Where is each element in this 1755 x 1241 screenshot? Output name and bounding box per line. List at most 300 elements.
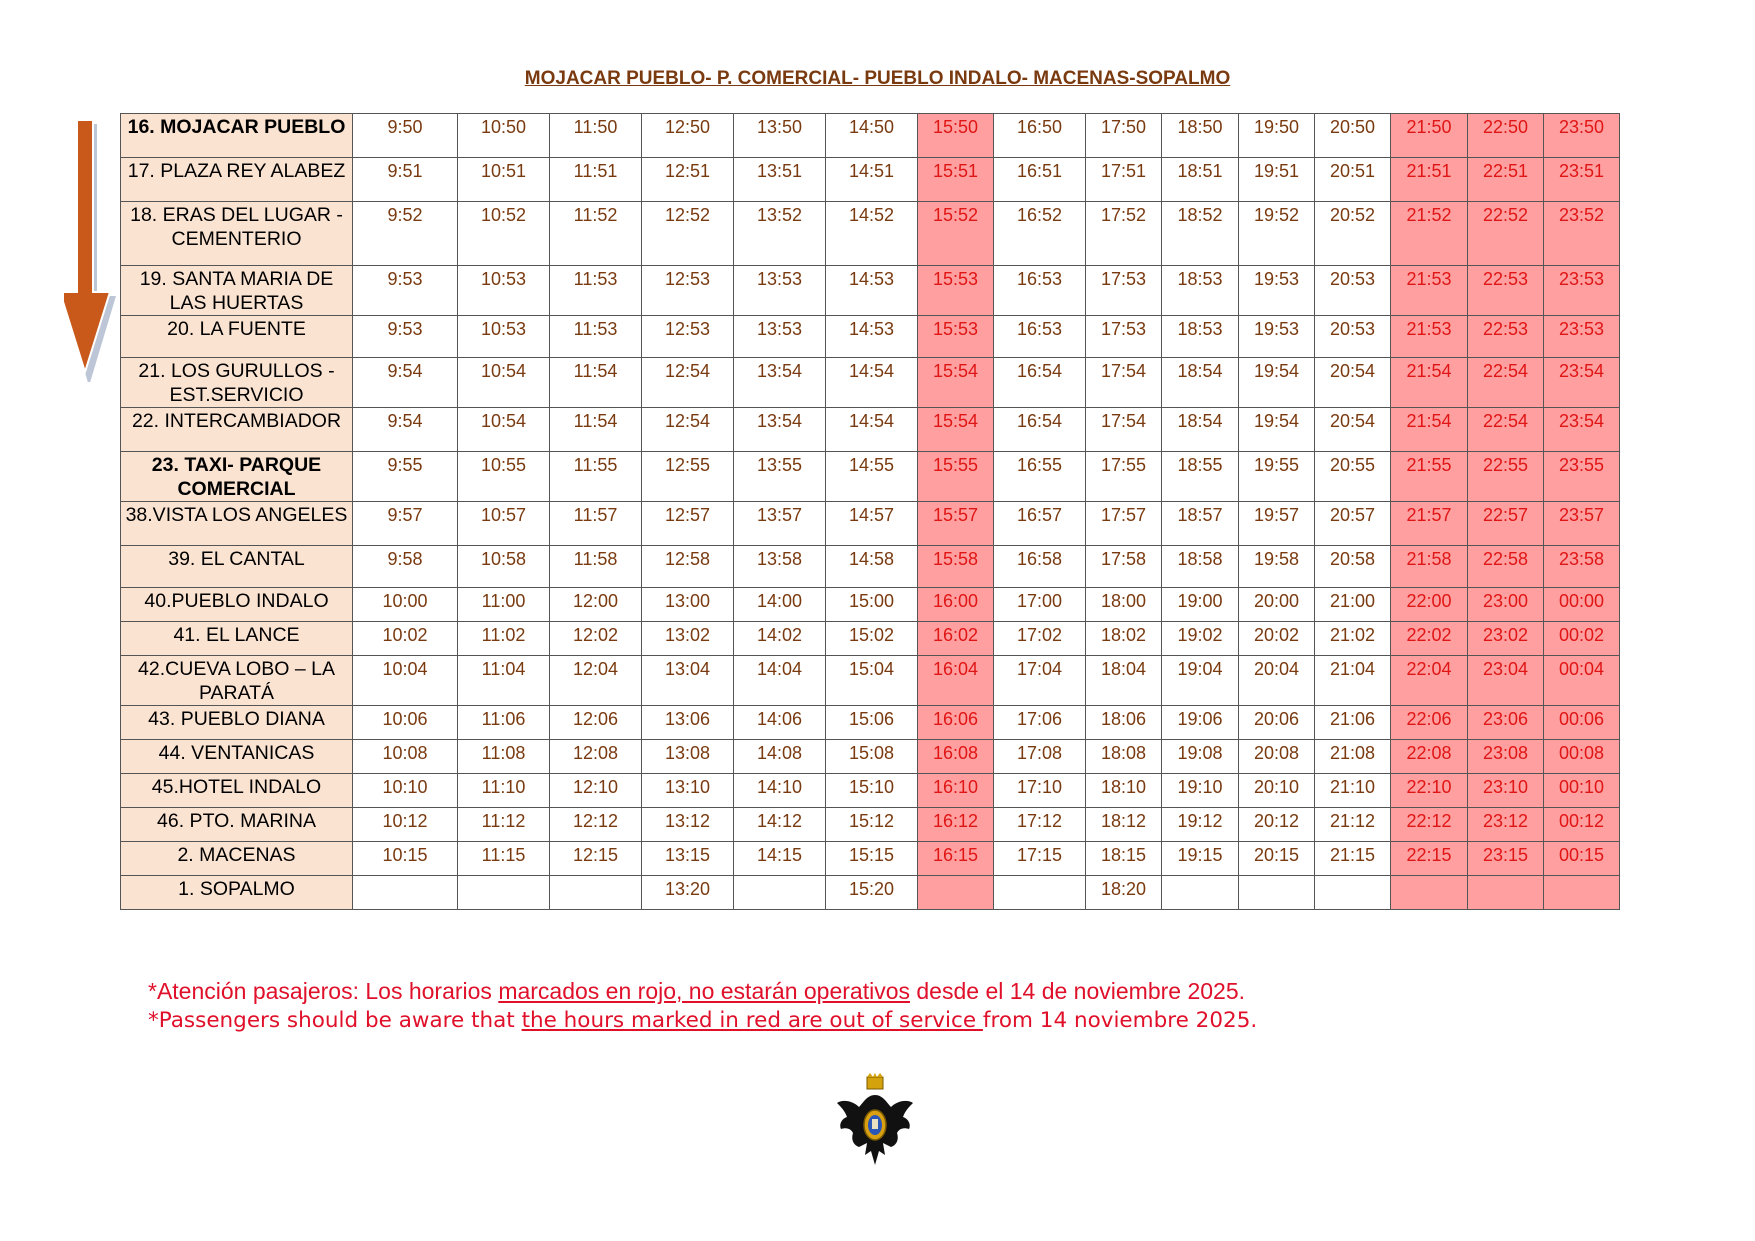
time-cell: 15:10 bbox=[826, 774, 918, 808]
time-cell: 16:53 bbox=[994, 266, 1086, 316]
time-cell: 17:58 bbox=[1086, 546, 1162, 588]
time-cell-cancelled: 23:54 bbox=[1544, 358, 1620, 408]
time-cell: 20:55 bbox=[1315, 452, 1391, 502]
time-cell: 17:08 bbox=[994, 740, 1086, 774]
time-cell: 19:06 bbox=[1162, 706, 1239, 740]
time-cell: 17:54 bbox=[1086, 408, 1162, 452]
time-cell: 12:06 bbox=[550, 706, 642, 740]
time-cell: 18:08 bbox=[1086, 740, 1162, 774]
time-cell: 10:10 bbox=[353, 774, 458, 808]
time-cell-cancelled: 23:50 bbox=[1544, 114, 1620, 158]
time-cell: 21:08 bbox=[1315, 740, 1391, 774]
time-cell: 12:04 bbox=[550, 656, 642, 706]
time-cell-cancelled: 23:53 bbox=[1544, 316, 1620, 358]
time-cell: 19:10 bbox=[1162, 774, 1239, 808]
time-cell: 18:04 bbox=[1086, 656, 1162, 706]
time-cell: 11:57 bbox=[550, 502, 642, 546]
notice-english bbox=[148, 1008, 1257, 1033]
time-cell: 10:53 bbox=[458, 316, 550, 358]
time-cell: 12:15 bbox=[550, 842, 642, 876]
time-cell: 17:51 bbox=[1086, 158, 1162, 202]
time-cell-cancelled: 23:57 bbox=[1544, 502, 1620, 546]
time-cell: 12:57 bbox=[642, 502, 734, 546]
notice-english-underlined: the hours marked in red are out of service bbox=[521, 1008, 983, 1033]
time-cell: 18:50 bbox=[1162, 114, 1239, 158]
time-cell: 9:57 bbox=[353, 502, 458, 546]
time-cell: 14:00 bbox=[734, 588, 826, 622]
time-cell: 17:10 bbox=[994, 774, 1086, 808]
time-cell: 19:02 bbox=[1162, 622, 1239, 656]
stop-name: 45.HOTEL INDALO bbox=[121, 774, 353, 808]
stop-name: 20. LA FUENTE bbox=[121, 316, 353, 358]
time-cell-cancelled: 23:00 bbox=[1468, 588, 1544, 622]
stop-name: 18. ERAS DEL LUGAR - CEMENTERIO bbox=[121, 202, 353, 266]
time-cell: 12:53 bbox=[642, 266, 734, 316]
time-cell-cancelled: 15:57 bbox=[918, 502, 994, 546]
time-cell: 18:58 bbox=[1162, 546, 1239, 588]
time-cell: 11:15 bbox=[458, 842, 550, 876]
time-cell: 13:00 bbox=[642, 588, 734, 622]
time-cell: 21:12 bbox=[1315, 808, 1391, 842]
time-cell: 20:06 bbox=[1239, 706, 1315, 740]
time-cell: 9:58 bbox=[353, 546, 458, 588]
time-cell-cancelled: 00:02 bbox=[1544, 622, 1620, 656]
time-cell-cancelled bbox=[918, 876, 994, 910]
time-cell: 13:20 bbox=[642, 876, 734, 910]
time-cell: 13:55 bbox=[734, 452, 826, 502]
time-cell-cancelled: 22:02 bbox=[1391, 622, 1468, 656]
stop-name: 41. EL LANCE bbox=[121, 622, 353, 656]
time-cell-cancelled: 22:15 bbox=[1391, 842, 1468, 876]
notice-english-start: *Passengers should be aware that bbox=[148, 1008, 522, 1033]
time-cell-cancelled: 21:54 bbox=[1391, 358, 1468, 408]
time-cell-cancelled bbox=[1468, 876, 1544, 910]
time-cell: 19:54 bbox=[1239, 408, 1315, 452]
time-cell: 19:58 bbox=[1239, 546, 1315, 588]
time-cell: 16:55 bbox=[994, 452, 1086, 502]
time-cell-cancelled: 15:54 bbox=[918, 358, 994, 408]
time-cell: 19:08 bbox=[1162, 740, 1239, 774]
time-cell: 10:02 bbox=[353, 622, 458, 656]
time-cell: 12:53 bbox=[642, 316, 734, 358]
time-cell: 11:53 bbox=[550, 316, 642, 358]
time-cell: 18:10 bbox=[1086, 774, 1162, 808]
time-cell: 17:06 bbox=[994, 706, 1086, 740]
time-cell: 21:15 bbox=[1315, 842, 1391, 876]
time-cell: 21:04 bbox=[1315, 656, 1391, 706]
time-cell: 13:53 bbox=[734, 266, 826, 316]
time-cell-cancelled: 00:06 bbox=[1544, 706, 1620, 740]
time-cell-cancelled: 22:52 bbox=[1468, 202, 1544, 266]
time-cell: 14:15 bbox=[734, 842, 826, 876]
time-cell-cancelled: 23:55 bbox=[1544, 452, 1620, 502]
time-cell: 18:54 bbox=[1162, 408, 1239, 452]
table-row bbox=[121, 502, 1620, 546]
time-cell-cancelled: 21:58 bbox=[1391, 546, 1468, 588]
time-cell bbox=[458, 876, 550, 910]
time-cell-cancelled: 22:00 bbox=[1391, 588, 1468, 622]
coat-of-arms-logo bbox=[837, 1073, 913, 1169]
time-cell: 13:02 bbox=[642, 622, 734, 656]
time-cell: 17:54 bbox=[1086, 358, 1162, 408]
time-cell-cancelled: 22:10 bbox=[1391, 774, 1468, 808]
stop-name: 16. MOJACAR PUEBLO bbox=[121, 114, 353, 158]
time-cell: 20:54 bbox=[1315, 358, 1391, 408]
time-cell-cancelled: 15:58 bbox=[918, 546, 994, 588]
time-cell: 14:55 bbox=[826, 452, 918, 502]
time-cell: 10:58 bbox=[458, 546, 550, 588]
time-cell: 10:12 bbox=[353, 808, 458, 842]
time-cell: 14:53 bbox=[826, 316, 918, 358]
time-cell: 17:53 bbox=[1086, 316, 1162, 358]
time-cell: 15:06 bbox=[826, 706, 918, 740]
time-cell: 18:51 bbox=[1162, 158, 1239, 202]
time-cell-cancelled: 22:55 bbox=[1468, 452, 1544, 502]
time-cell: 10:54 bbox=[458, 358, 550, 408]
time-cell-cancelled: 22:54 bbox=[1468, 408, 1544, 452]
time-cell: 10:50 bbox=[458, 114, 550, 158]
time-cell: 14:58 bbox=[826, 546, 918, 588]
time-cell: 10:51 bbox=[458, 158, 550, 202]
time-cell-cancelled: 16:04 bbox=[918, 656, 994, 706]
time-cell: 13:53 bbox=[734, 316, 826, 358]
time-cell: 15:08 bbox=[826, 740, 918, 774]
stop-name: 38.VISTA LOS ANGELES bbox=[121, 502, 353, 546]
time-cell: 12:51 bbox=[642, 158, 734, 202]
time-cell: 11:12 bbox=[458, 808, 550, 842]
time-cell: 18:00 bbox=[1086, 588, 1162, 622]
time-cell-cancelled: 22:58 bbox=[1468, 546, 1544, 588]
time-cell-cancelled: 16:02 bbox=[918, 622, 994, 656]
time-cell: 11:06 bbox=[458, 706, 550, 740]
stop-name: 22. INTERCAMBIADOR bbox=[121, 408, 353, 452]
time-cell: 10:52 bbox=[458, 202, 550, 266]
time-cell: 13:08 bbox=[642, 740, 734, 774]
time-cell: 19:15 bbox=[1162, 842, 1239, 876]
time-cell-cancelled: 22:53 bbox=[1468, 266, 1544, 316]
time-cell: 12:52 bbox=[642, 202, 734, 266]
time-cell: 20:00 bbox=[1239, 588, 1315, 622]
time-cell: 9:50 bbox=[353, 114, 458, 158]
time-cell: 19:04 bbox=[1162, 656, 1239, 706]
time-cell: 20:51 bbox=[1315, 158, 1391, 202]
time-cell: 13:52 bbox=[734, 202, 826, 266]
time-cell-cancelled: 23:10 bbox=[1468, 774, 1544, 808]
time-cell-cancelled: 21:50 bbox=[1391, 114, 1468, 158]
time-cell: 9:51 bbox=[353, 158, 458, 202]
time-cell: 13:04 bbox=[642, 656, 734, 706]
time-cell: 19:54 bbox=[1239, 358, 1315, 408]
stop-name: 40.PUEBLO INDALO bbox=[121, 588, 353, 622]
time-cell: 16:54 bbox=[994, 408, 1086, 452]
time-cell-cancelled: 22:12 bbox=[1391, 808, 1468, 842]
time-cell: 20:02 bbox=[1239, 622, 1315, 656]
direction-arrow-icon bbox=[64, 120, 116, 382]
time-cell: 18:53 bbox=[1162, 266, 1239, 316]
time-cell-cancelled: 23:15 bbox=[1468, 842, 1544, 876]
time-cell-cancelled: 23:51 bbox=[1544, 158, 1620, 202]
time-cell: 20:57 bbox=[1315, 502, 1391, 546]
time-cell-cancelled: 23:58 bbox=[1544, 546, 1620, 588]
time-cell: 14:53 bbox=[826, 266, 918, 316]
notice-spanish-underlined: marcados en rojo, no estarán operativos bbox=[498, 978, 910, 1004]
time-cell: 14:54 bbox=[826, 358, 918, 408]
time-cell: 18:52 bbox=[1162, 202, 1239, 266]
table-row bbox=[121, 656, 1620, 706]
time-cell bbox=[994, 876, 1086, 910]
time-cell: 14:52 bbox=[826, 202, 918, 266]
time-cell-cancelled: 21:52 bbox=[1391, 202, 1468, 266]
time-cell-cancelled: 22:06 bbox=[1391, 706, 1468, 740]
stop-name: 43. PUEBLO DIANA bbox=[121, 706, 353, 740]
time-cell: 10:00 bbox=[353, 588, 458, 622]
time-cell: 20:04 bbox=[1239, 656, 1315, 706]
time-cell: 21:10 bbox=[1315, 774, 1391, 808]
time-cell: 16:58 bbox=[994, 546, 1086, 588]
time-cell bbox=[353, 876, 458, 910]
time-cell: 11:08 bbox=[458, 740, 550, 774]
time-cell: 15:20 bbox=[826, 876, 918, 910]
table-row bbox=[121, 808, 1620, 842]
stop-name: 1. SOPALMO bbox=[121, 876, 353, 910]
notice-spanish-end: desde el 14 de noviembre 2025. bbox=[910, 978, 1246, 1004]
time-cell-cancelled: 16:15 bbox=[918, 842, 994, 876]
schedule-body bbox=[121, 114, 1620, 910]
table-row bbox=[121, 408, 1620, 452]
time-cell: 21:00 bbox=[1315, 588, 1391, 622]
time-cell-cancelled: 15:52 bbox=[918, 202, 994, 266]
time-cell bbox=[1315, 876, 1391, 910]
time-cell: 20:10 bbox=[1239, 774, 1315, 808]
time-cell: 9:54 bbox=[353, 408, 458, 452]
time-cell: 20:53 bbox=[1315, 316, 1391, 358]
time-cell-cancelled: 15:55 bbox=[918, 452, 994, 502]
time-cell: 11:02 bbox=[458, 622, 550, 656]
time-cell: 13:54 bbox=[734, 358, 826, 408]
time-cell: 17:12 bbox=[994, 808, 1086, 842]
time-cell bbox=[1239, 876, 1315, 910]
time-cell: 14:51 bbox=[826, 158, 918, 202]
time-cell: 10:55 bbox=[458, 452, 550, 502]
time-cell-cancelled: 23:53 bbox=[1544, 266, 1620, 316]
time-cell-cancelled: 00:15 bbox=[1544, 842, 1620, 876]
time-cell: 20:50 bbox=[1315, 114, 1391, 158]
time-cell: 11:10 bbox=[458, 774, 550, 808]
time-cell-cancelled: 15:50 bbox=[918, 114, 994, 158]
time-cell: 9:53 bbox=[353, 266, 458, 316]
time-cell-cancelled: 22:08 bbox=[1391, 740, 1468, 774]
time-cell: 19:00 bbox=[1162, 588, 1239, 622]
time-cell: 13:15 bbox=[642, 842, 734, 876]
schedule-table bbox=[120, 113, 1620, 910]
time-cell: 12:02 bbox=[550, 622, 642, 656]
time-cell: 11:54 bbox=[550, 358, 642, 408]
time-cell-cancelled: 15:53 bbox=[918, 316, 994, 358]
table-row bbox=[121, 740, 1620, 774]
time-cell: 11:55 bbox=[550, 452, 642, 502]
table-row bbox=[121, 774, 1620, 808]
time-cell: 13:57 bbox=[734, 502, 826, 546]
time-cell-cancelled bbox=[1391, 876, 1468, 910]
time-cell: 17:15 bbox=[994, 842, 1086, 876]
stop-name: 2. MACENAS bbox=[121, 842, 353, 876]
time-cell-cancelled: 00:10 bbox=[1544, 774, 1620, 808]
time-cell: 12:54 bbox=[642, 358, 734, 408]
time-cell: 18:57 bbox=[1162, 502, 1239, 546]
time-cell: 16:52 bbox=[994, 202, 1086, 266]
time-cell-cancelled: 22:53 bbox=[1468, 316, 1544, 358]
time-cell: 19:57 bbox=[1239, 502, 1315, 546]
time-cell-cancelled: 23:02 bbox=[1468, 622, 1544, 656]
table-row bbox=[121, 588, 1620, 622]
time-cell-cancelled: 22:04 bbox=[1391, 656, 1468, 706]
time-cell: 17:00 bbox=[994, 588, 1086, 622]
time-cell: 19:51 bbox=[1239, 158, 1315, 202]
time-cell-cancelled bbox=[1544, 876, 1620, 910]
table-row bbox=[121, 842, 1620, 876]
time-cell: 18:06 bbox=[1086, 706, 1162, 740]
time-cell: 19:12 bbox=[1162, 808, 1239, 842]
time-cell-cancelled: 23:04 bbox=[1468, 656, 1544, 706]
time-cell: 18:12 bbox=[1086, 808, 1162, 842]
time-cell: 12:55 bbox=[642, 452, 734, 502]
time-cell: 17:50 bbox=[1086, 114, 1162, 158]
table-row bbox=[121, 706, 1620, 740]
time-cell-cancelled: 23:52 bbox=[1544, 202, 1620, 266]
time-cell: 12:00 bbox=[550, 588, 642, 622]
time-cell: 20:53 bbox=[1315, 266, 1391, 316]
time-cell: 19:53 bbox=[1239, 266, 1315, 316]
time-cell: 17:55 bbox=[1086, 452, 1162, 502]
time-cell: 9:52 bbox=[353, 202, 458, 266]
table-row bbox=[121, 546, 1620, 588]
time-cell-cancelled: 16:12 bbox=[918, 808, 994, 842]
time-cell-cancelled: 21:53 bbox=[1391, 266, 1468, 316]
time-cell-cancelled: 15:51 bbox=[918, 158, 994, 202]
time-cell: 18:54 bbox=[1162, 358, 1239, 408]
time-cell: 16:53 bbox=[994, 316, 1086, 358]
time-cell: 10:04 bbox=[353, 656, 458, 706]
time-cell: 11:54 bbox=[550, 408, 642, 452]
stop-name: 23. TAXI- PARQUE COMERCIAL bbox=[121, 452, 353, 502]
time-cell: 10:57 bbox=[458, 502, 550, 546]
time-cell-cancelled: 15:53 bbox=[918, 266, 994, 316]
time-cell: 15:15 bbox=[826, 842, 918, 876]
time-cell: 10:15 bbox=[353, 842, 458, 876]
time-cell-cancelled: 16:06 bbox=[918, 706, 994, 740]
time-cell: 14:06 bbox=[734, 706, 826, 740]
notice-english-end: from 14 noviembre 2025. bbox=[982, 1008, 1258, 1033]
time-cell: 11:51 bbox=[550, 158, 642, 202]
time-cell-cancelled: 21:55 bbox=[1391, 452, 1468, 502]
page-title: MOJACAR PUEBLO- P. COMERCIAL- PUEBLO INDALO- MACENAS-SOPALMO bbox=[524, 68, 1231, 89]
time-cell: 18:15 bbox=[1086, 842, 1162, 876]
time-cell: 12:58 bbox=[642, 546, 734, 588]
time-cell-cancelled: 16:00 bbox=[918, 588, 994, 622]
time-cell: 18:55 bbox=[1162, 452, 1239, 502]
stop-name: 46. PTO. MARINA bbox=[121, 808, 353, 842]
time-cell: 13:12 bbox=[642, 808, 734, 842]
time-cell: 19:55 bbox=[1239, 452, 1315, 502]
stop-name: 19. SANTA MARIA DE LAS HUERTAS bbox=[121, 266, 353, 316]
time-cell: 19:53 bbox=[1239, 316, 1315, 358]
time-cell: 18:20 bbox=[1086, 876, 1162, 910]
table-row bbox=[121, 452, 1620, 502]
time-cell: 13:50 bbox=[734, 114, 826, 158]
time-cell: 13:58 bbox=[734, 546, 826, 588]
time-cell-cancelled: 22:51 bbox=[1468, 158, 1544, 202]
time-cell: 13:54 bbox=[734, 408, 826, 452]
time-cell-cancelled: 21:53 bbox=[1391, 316, 1468, 358]
time-cell-cancelled: 16:10 bbox=[918, 774, 994, 808]
time-cell-cancelled: 16:08 bbox=[918, 740, 994, 774]
time-cell: 16:50 bbox=[994, 114, 1086, 158]
time-cell-cancelled: 23:54 bbox=[1544, 408, 1620, 452]
table-row bbox=[121, 266, 1620, 316]
time-cell: 19:52 bbox=[1239, 202, 1315, 266]
time-cell: 12:08 bbox=[550, 740, 642, 774]
time-cell-cancelled: 00:04 bbox=[1544, 656, 1620, 706]
time-cell-cancelled: 22:57 bbox=[1468, 502, 1544, 546]
time-cell: 9:55 bbox=[353, 452, 458, 502]
time-cell: 15:02 bbox=[826, 622, 918, 656]
table-row bbox=[121, 876, 1620, 910]
time-cell bbox=[1162, 876, 1239, 910]
time-cell: 15:12 bbox=[826, 808, 918, 842]
time-cell: 16:51 bbox=[994, 158, 1086, 202]
time-cell: 10:54 bbox=[458, 408, 550, 452]
time-cell: 9:54 bbox=[353, 358, 458, 408]
table-row bbox=[121, 158, 1620, 202]
time-cell: 18:02 bbox=[1086, 622, 1162, 656]
time-cell: 12:10 bbox=[550, 774, 642, 808]
time-cell: 14:02 bbox=[734, 622, 826, 656]
time-cell: 14:08 bbox=[734, 740, 826, 774]
time-cell: 14:50 bbox=[826, 114, 918, 158]
time-cell: 19:50 bbox=[1239, 114, 1315, 158]
stop-name: 17. PLAZA REY ALABEZ bbox=[121, 158, 353, 202]
table-row bbox=[121, 114, 1620, 158]
time-cell: 20:08 bbox=[1239, 740, 1315, 774]
time-cell: 14:10 bbox=[734, 774, 826, 808]
time-cell: 13:10 bbox=[642, 774, 734, 808]
time-cell-cancelled: 00:00 bbox=[1544, 588, 1620, 622]
notice-spanish bbox=[148, 978, 1245, 1005]
time-cell: 21:06 bbox=[1315, 706, 1391, 740]
time-cell-cancelled: 22:54 bbox=[1468, 358, 1544, 408]
time-cell: 17:52 bbox=[1086, 202, 1162, 266]
time-cell: 11:52 bbox=[550, 202, 642, 266]
time-cell-cancelled: 21:51 bbox=[1391, 158, 1468, 202]
time-cell: 10:08 bbox=[353, 740, 458, 774]
time-cell-cancelled: 22:50 bbox=[1468, 114, 1544, 158]
time-cell: 20:52 bbox=[1315, 202, 1391, 266]
time-cell-cancelled: 15:54 bbox=[918, 408, 994, 452]
time-cell: 12:12 bbox=[550, 808, 642, 842]
time-cell: 17:02 bbox=[994, 622, 1086, 656]
time-cell: 11:53 bbox=[550, 266, 642, 316]
stop-name: 21. LOS GURULLOS - EST.SERVICIO bbox=[121, 358, 353, 408]
time-cell: 13:51 bbox=[734, 158, 826, 202]
time-cell: 11:58 bbox=[550, 546, 642, 588]
time-cell: 20:54 bbox=[1315, 408, 1391, 452]
table-row bbox=[121, 358, 1620, 408]
time-cell: 18:53 bbox=[1162, 316, 1239, 358]
time-cell: 14:04 bbox=[734, 656, 826, 706]
time-cell: 12:54 bbox=[642, 408, 734, 452]
time-cell bbox=[550, 876, 642, 910]
time-cell-cancelled: 23:12 bbox=[1468, 808, 1544, 842]
